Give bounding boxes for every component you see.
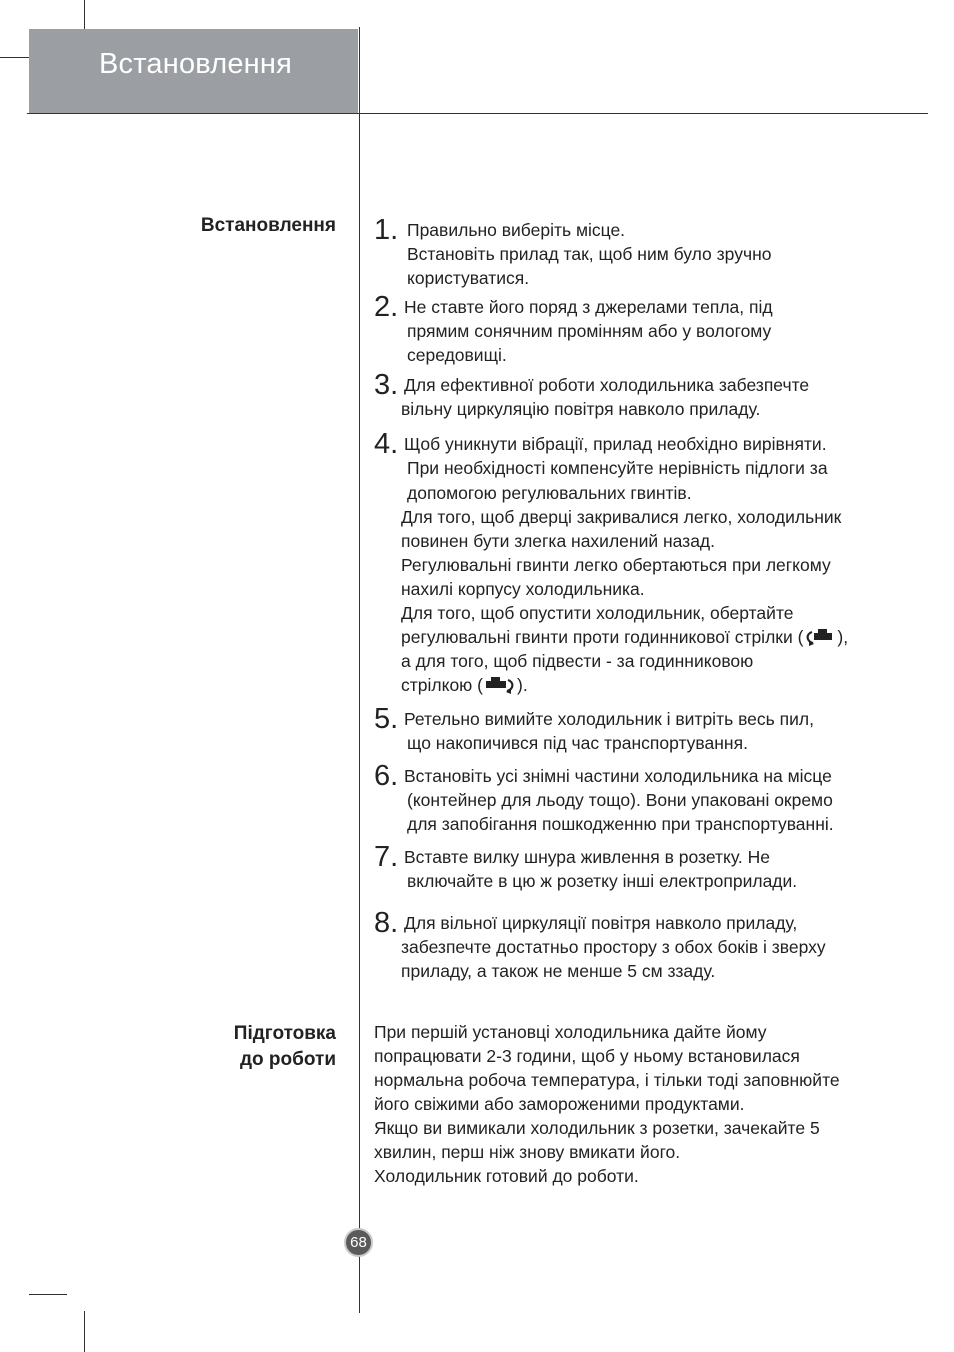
step-text: допомогою регулювальних гвинтів.: [407, 483, 692, 503]
screw-counterclockwise-icon: [803, 626, 837, 646]
step-number: 6.: [374, 760, 399, 792]
step-text: середовищі.: [407, 345, 507, 365]
step-text-with-icon: [401, 625, 848, 649]
step-text: нахилі корпусу холодильника.: [401, 579, 645, 599]
paragraph-line: попрацювати 2-3 години, щоб у ньому встановилася: [374, 1046, 800, 1066]
step-number: 4.: [374, 428, 399, 460]
step-text: Для того, щоб дверці закривалися легко, холодильник: [401, 507, 842, 527]
crop-mark-top: [84, 0, 85, 29]
step-text: ).: [517, 675, 528, 695]
page-number-badge: 68: [344, 1228, 373, 1257]
step-text: а для того, щоб підвести - за годинниковою: [401, 651, 754, 671]
step-text: включайте в цю ж розетку інші електроприлади.: [407, 871, 798, 891]
step-text: Регулювальні гвинти легко обертаються при легкому: [401, 555, 831, 575]
step-text: регулювальні гвинти проти годинникової стрілки (: [401, 627, 804, 647]
step-text: Встановіть прилад так, щоб ним було зручно: [407, 244, 772, 264]
paragraph-line: Якщо ви вимикали холодильник з розетки, зачекайте 5: [374, 1118, 820, 1138]
step-text: При необхідності компенсуйте нерівність підлоги за: [407, 458, 828, 478]
paragraph-line: його свіжими або замороженими продуктами.: [374, 1094, 745, 1114]
paragraph-line: Холодильник готовий до роботи.: [374, 1166, 639, 1186]
section-label-preparation-line2: до роботи: [239, 1049, 336, 1070]
crop-mark-bottom-left: [29, 1294, 67, 1295]
step-text: Ретельно вимийте холодильник і витріть весь пил,: [404, 709, 814, 729]
step-number: 1.: [374, 214, 399, 246]
page-title: Встановлення: [99, 48, 292, 80]
crop-mark-bottom: [84, 1311, 85, 1352]
step-text: Для того, щоб опустити холодильник, обертайте: [401, 603, 794, 623]
step-text: (контейнер для льоду тощо). Вони упаковані окремо: [407, 790, 833, 810]
step-text: Вставте вилку шнура живлення в розетку. Не: [404, 847, 770, 867]
step-text: вільну циркуляцію повітря навколо приладу.: [401, 399, 761, 419]
step-text: прямим сонячним промінням або у вологому: [407, 321, 772, 341]
step-text: Для вільної циркуляції повітря навколо приладу,: [404, 913, 798, 933]
step-text: Для ефективної роботи холодильника забезпечте: [404, 375, 810, 395]
step-text: ),: [837, 627, 849, 647]
step-text: повинен бути злегка нахилений назад.: [401, 531, 716, 551]
step-text: для запобігання пошкодженню при транспортуванні.: [407, 814, 834, 834]
step-number: 5.: [374, 703, 399, 735]
step-text-with-icon: [401, 673, 528, 697]
step-number: 8.: [374, 907, 399, 939]
preparation-paragraph: [374, 1020, 924, 1188]
paragraph-line: нормальна робоча температура, і тільки тоді заповнюйте: [374, 1070, 840, 1090]
section-label-installation: Встановлення: [200, 215, 336, 236]
section-label-preparation-line1: Підготовка: [233, 1023, 336, 1044]
step-text: забезпечте достатньо простору з обох боків і зверху: [401, 937, 826, 957]
step-text: Правильно виберіть місце.: [407, 220, 626, 240]
step-number: 3.: [374, 369, 399, 401]
paragraph-line: При першій установці холодильника дайте йому: [374, 1022, 767, 1042]
step-text: Встановіть усі знімні частини холодильника на місце: [404, 766, 832, 786]
step-text: користуватися.: [407, 268, 530, 288]
paragraph-line: хвилин, перш ніж знову вмикати його.: [374, 1142, 681, 1162]
step-text: що накопичився під час транспортування.: [407, 733, 748, 753]
header-rule: [27, 113, 928, 114]
step-text: Не ставте його поряд з джерелами тепла, під: [404, 297, 773, 317]
step-number: 2.: [374, 291, 399, 323]
step-text: приладу, а також не менше 5 см ззаду.: [401, 961, 716, 981]
step-text: стрілкою (: [401, 675, 483, 695]
step-number: 7.: [374, 841, 399, 873]
vertical-divider: [359, 27, 360, 1313]
step-text: Щоб уникнути вібрації, прилад необхідно вирівняти.: [404, 434, 827, 454]
section-label-preparation: [234, 1021, 336, 1073]
screw-clockwise-icon: [483, 674, 517, 694]
